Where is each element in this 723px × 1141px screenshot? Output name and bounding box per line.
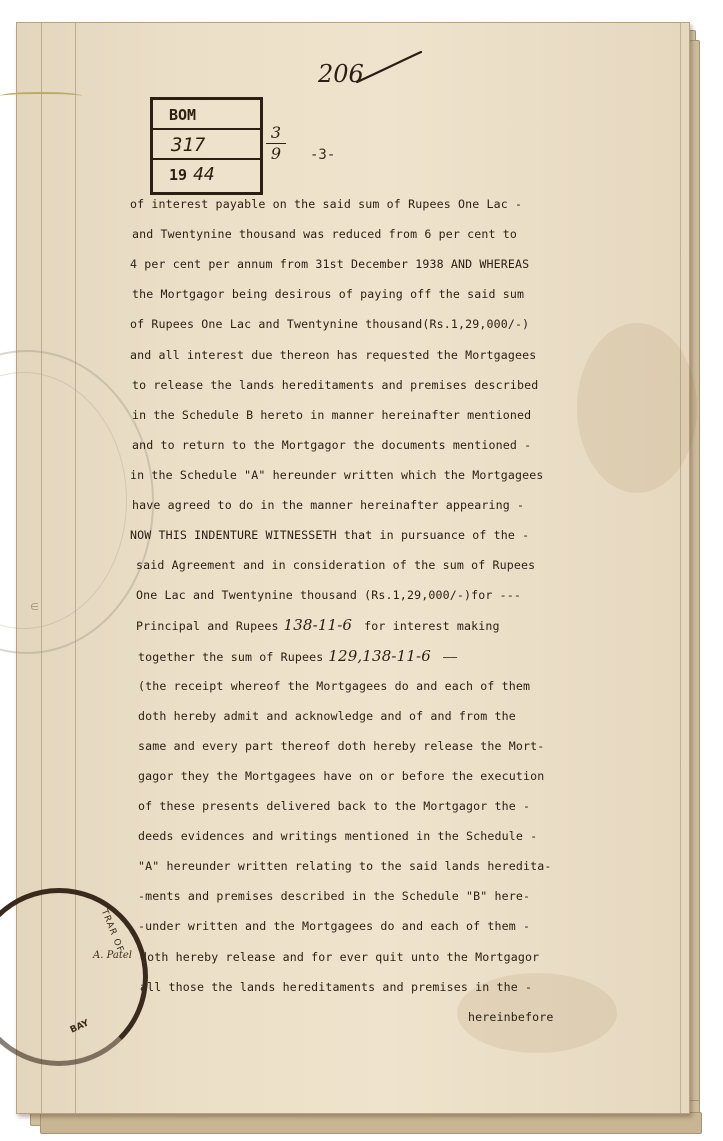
typed-text: and all interest due thereon has requested the Mortgagees <box>130 347 537 362</box>
body-line <box>132 407 531 423</box>
body-line <box>130 527 529 543</box>
typed-text: all those the lands hereditaments and premises in the - <box>140 979 533 994</box>
handwritten-amount: 129,138-11-6 <box>323 646 436 665</box>
typed-text: gagor they the Mortgagees have on or before the execution <box>138 768 545 783</box>
stamp-year-printed: 19 <box>169 166 188 184</box>
body-line <box>138 738 544 754</box>
typed-text: "A" hereunder written relating to the said lands heredita- <box>138 859 552 874</box>
typed-text: and Twentynine thousand was reduced from 6 per cent to <box>132 227 518 242</box>
body-line <box>136 617 500 634</box>
body-line <box>468 1009 554 1025</box>
typed-text: One Lac and Twentynine thousand (Rs.1,29,000/-)for --- <box>136 588 522 603</box>
typed-text: Principal and Rupees <box>136 619 279 634</box>
typed-text: NOW THIS INDENTURE WITNESSETH that in pursuance of the - <box>130 528 530 543</box>
body-line <box>138 918 530 934</box>
seal-edge-text: BAY <box>68 1018 91 1036</box>
page-number: -3- <box>310 147 336 163</box>
body-line <box>138 858 552 874</box>
body-line <box>130 316 529 332</box>
body-line <box>130 467 544 483</box>
stamp-year-handwritten: 44 <box>193 164 215 185</box>
body-line <box>132 497 524 513</box>
seal-signature: A. Patel <box>93 950 132 961</box>
typed-text-continued: —— <box>435 649 458 664</box>
typed-text: in the Schedule B hereto in manner hereinafter mentioned <box>132 407 532 422</box>
body-line <box>138 678 530 694</box>
body-line <box>138 768 544 784</box>
typed-text: and to return to the Mortgagor the documents mentioned - <box>132 437 532 452</box>
body-line <box>130 347 536 363</box>
seal-arc-text: TRAR OF <box>98 908 126 955</box>
typed-text: to release the lands hereditaments and premises described <box>132 377 539 392</box>
typed-text: have agreed to do in the manner hereinafter appearing - <box>132 498 525 512</box>
typed-text: -under written and the Mortgagees do and each of them - <box>138 919 531 934</box>
typed-text: said Agreement and in consideration of the sum of Rupees <box>136 558 536 573</box>
body-line <box>138 888 530 904</box>
body-line <box>132 286 524 302</box>
fraction-numerator: 3 <box>270 123 282 142</box>
typed-text: doth hereby admit and acknowledge and of and from the <box>138 708 516 723</box>
typed-text: same and every part thereof doth hereby release the Mort- <box>138 738 545 753</box>
body-line <box>136 587 521 603</box>
body-line <box>138 708 516 724</box>
typed-text: 4 per cent per annum from 31st December 1938 AND WHEREAS <box>130 257 530 272</box>
typed-text: hereinbefore <box>468 1009 554 1024</box>
typed-text: -ments and premises described in the Schedule "B" here- <box>138 889 531 904</box>
typed-text: of these presents delivered back to the Mortgagor the - <box>138 799 531 813</box>
handwritten-folio-mark: 206 <box>318 60 364 88</box>
body-line <box>130 256 529 272</box>
body-line <box>132 437 531 453</box>
faint-seal-mark: ∈ <box>30 602 39 613</box>
body-line <box>138 828 537 844</box>
typed-text: deeds evidences and writings mentioned in the Schedule - <box>138 829 538 844</box>
body-line <box>140 979 532 995</box>
fraction-denominator: 9 <box>270 144 282 163</box>
typed-text: (the receipt whereof the Mortgagees do and each of them <box>138 678 531 693</box>
body-line <box>132 226 517 242</box>
body-line <box>138 648 457 665</box>
body-line <box>138 798 530 814</box>
stamp-series: BOM <box>153 100 260 130</box>
typed-text: the Mortgagor being desirous of paying off the said sum <box>132 287 525 302</box>
body-line <box>132 377 538 393</box>
body-line <box>130 196 522 212</box>
typed-text-continued: for interest making <box>357 619 500 634</box>
handwritten-amount: 138-11-6 <box>278 616 358 635</box>
typed-text: of Rupees One Lac and Twentynine thousand(Rs.1,29,000/-) <box>130 317 530 332</box>
body-line <box>136 557 535 573</box>
stamp-number: 317 <box>153 130 260 160</box>
typed-text: doth hereby release and for ever quit unto the Mortgagor <box>140 949 540 964</box>
typed-text: in the Schedule "A" hereunder written which the Mortgagees <box>130 467 544 482</box>
typed-text: together the sum of Rupees <box>138 649 324 664</box>
body-line <box>140 949 539 965</box>
typed-text: of interest payable on the said sum of Rupees One Lac - <box>130 197 523 211</box>
